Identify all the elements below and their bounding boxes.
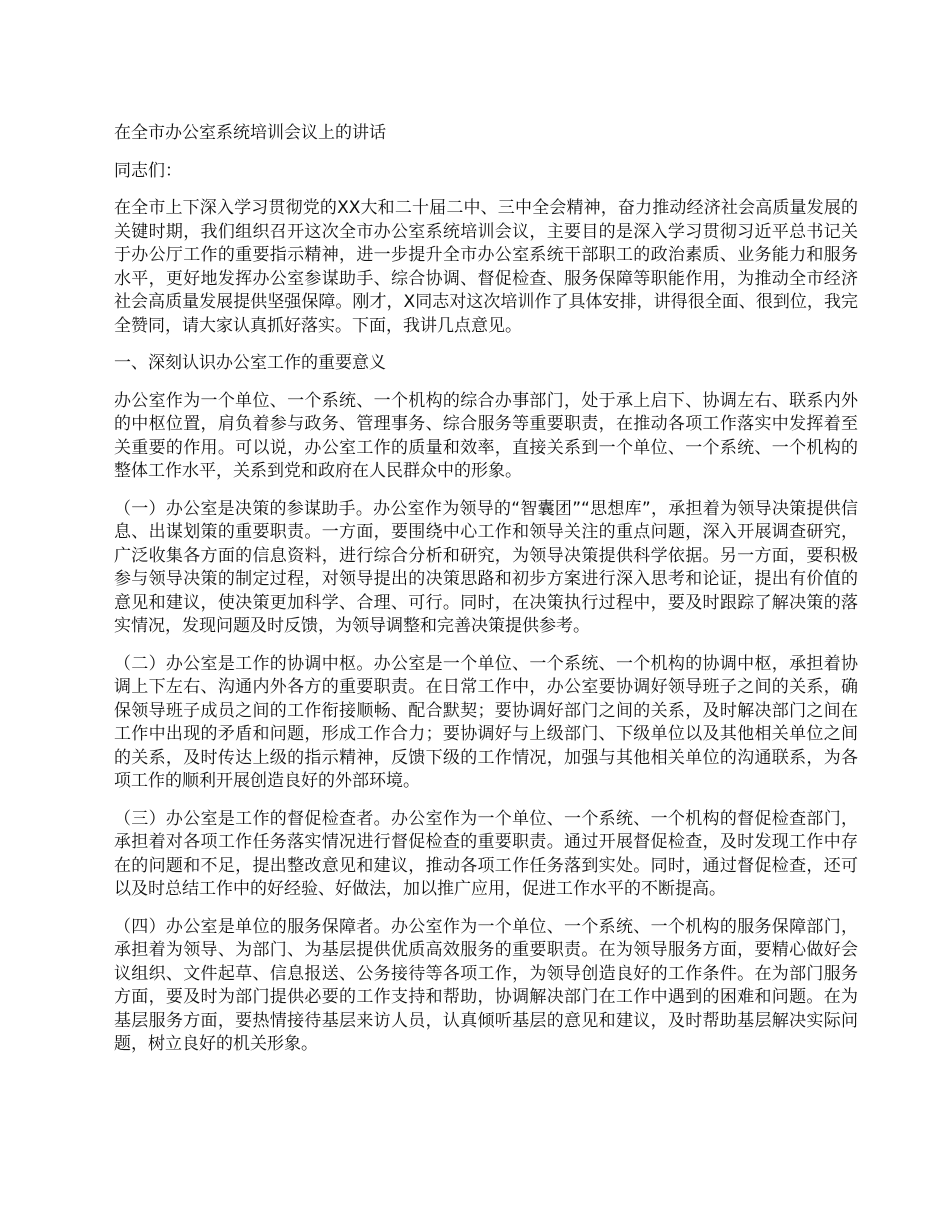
salutation: 同志们： [114, 160, 182, 181]
point-4-paragraph: （四）办公室是单位的服务保障者。办公室作为一个单位、一个系统、一个机构的服务保障部门，承担着为领导、为部门、为基层提供优质高效服务的重要职责。在为领导服务方面，要精心做好会议组织、文件起草、信息报送、公务接待等各项工作，为领导创造良好的工作条件。在为部门服务方面，要及时为部门提供必要的工作支持和帮助，协调解决部门在工作中遇到的困难和问题。在为基层服务方面，要热情接待基层来访人员，认真倾听基层的意见和建议，及时帮助基层解决实际问题，树立良好的机关形象。 [114, 916, 858, 1054]
point-1-paragraph: （一）办公室是决策的参谋助手。办公室作为领导的“智囊团”“思想库”，承担着为领导决策提供信息、出谋划策的重要职责。一方面，要围绕中心工作和领导关注的重点问题，深入开展调查研究，广泛收集各方面的信息资料，进行综合分析和研究，为领导决策提供科学依据。另一方面，要积极参与领导决策的制定过程，对领导提出的决策思路和初步方案进行深入思考和论证，提出有价值的意见和建议，使决策更加科学、合理、可行。同时，在决策执行过程中，要及时跟踪了解决策的落实情况，发现问题及时反馈，为领导调整和完善决策提供参考。 [114, 498, 858, 636]
document-body [114, 122, 858, 1071]
section-heading-1: 一、深刻认识办公室工作的重要意义 [114, 353, 386, 373]
intro-paragraph: 在全市上下深入学习贯彻党的XX大和二十届二中、三中全会精神，奋力推动经济社会高质量发展的关键时期，我们组织召开这次全市办公室系统培训会议，主要目的是深入学习贯彻习近平总书记关于办公厅工作的重要指示精神，进一步提升全市办公室系统干部职工的政治素质、业务能力和服务水平，更好地发挥办公室参谋助手、综合协调、督促检查、服务保障等职能作用，为推动全市经济社会高质量发展提供坚强保障。刚才，X同志对这次培训作了具体安排，讲得很全面、很到位，我完全赞同，请大家认真抓好落实。下面，我讲几点意见。 [114, 198, 858, 336]
section-1-paragraph: 办公室作为一个单位、一个系统、一个机构的综合办事部门，处于承上启下、协调左右、联系内外的中枢位置，肩负着参与政务、管理事务、综合服务等重要职责，在推动各项工作落实中发挥着至关重要的作用。可以说，办公室工作的质量和效率，直接关系到一个单位、一个系统、一个机构的整体工作水平，关系到党和政府在人民群众中的形象。 [114, 390, 858, 481]
point-2-paragraph: （二）办公室是工作的协调中枢。办公室是一个单位、一个系统、一个机构的协调中枢，承担着协调上下左右、沟通内外各方的重要职责。在日常工作中，办公室要协调好领导班子之间的关系，确保领导班子成员之间的工作衔接顺畅、配合默契；要协调好部门之间的关系，及时解决部门之间在工作中出现的矛盾和问题，形成工作合力；要协调好与上级部门、下级单位以及其他相关单位之间的关系，及时传达上级的指示精神，反馈下级的工作情况，加强与其他相关单位的沟通联系，为各项工作的顺利开展创造良好的外部环境。 [114, 653, 858, 791]
document-title: 在全市办公室系统培训会议上的讲话 [114, 123, 386, 143]
point-3-paragraph: （三）办公室是工作的督促检查者。办公室作为一个单位、一个系统、一个机构的督促检查部门，承担着对各项工作任务落实情况进行督促检查的重要职责。通过开展督促检查，及时发现工作中存在的问题和不足，提出整改意见和建议，推动各项工作任务落到实处。同时，通过督促检查，还可以及时总结工作中的好经验、好做法，加以推广应用，促进工作水平的不断提高。 [114, 808, 858, 899]
